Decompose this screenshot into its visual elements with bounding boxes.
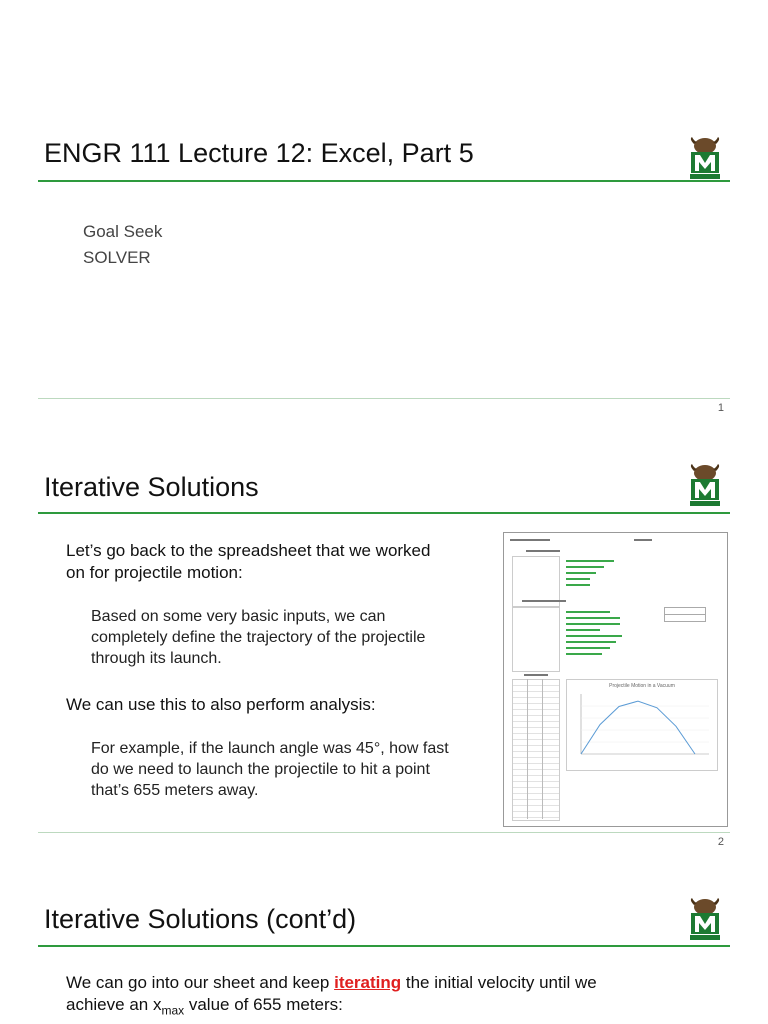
page-number: 1	[717, 402, 724, 414]
list-item: SOLVER	[83, 248, 151, 267]
iterating-highlight: iterating	[334, 973, 402, 992]
chart-title: Projectile Motion in a Vacuum	[609, 683, 675, 689]
text-line: on for projectile motion:	[66, 563, 243, 582]
text-line: We can go into our sheet and keep iterating the initial velocity until we	[66, 973, 597, 992]
text-line: through its launch.	[91, 650, 222, 667]
text-line: For example, if the launch angle was 45°, how fast	[91, 740, 449, 757]
text-line: that’s 655 meters away.	[91, 782, 259, 799]
list-item: Goal Seek	[83, 222, 163, 241]
text-line: achieve an $x_{max}$ value of 655 meters:	[66, 995, 343, 1018]
paragraph	[66, 972, 597, 1021]
paragraph: We can use this to also perform analysis:	[66, 695, 376, 714]
slide-title: Iterative Solutions	[44, 472, 259, 502]
page-number: 2	[717, 836, 724, 848]
text-line: Based on some very basic inputs, we can	[91, 608, 386, 625]
text-line: do we need to launch the projectile to hit a point	[91, 761, 430, 778]
slide-title: ENGR 111 Lecture 12: Excel, Part 5	[44, 138, 474, 168]
slide-title: Iterative Solutions (cont’d)	[44, 904, 357, 934]
text-line: completely define the trajectory of the projectile	[91, 629, 426, 646]
text-line: Let’s go back to the spreadsheet that we worked	[66, 541, 431, 560]
marshall-bison-logo-icon	[687, 896, 723, 942]
title-underline	[38, 945, 730, 947]
